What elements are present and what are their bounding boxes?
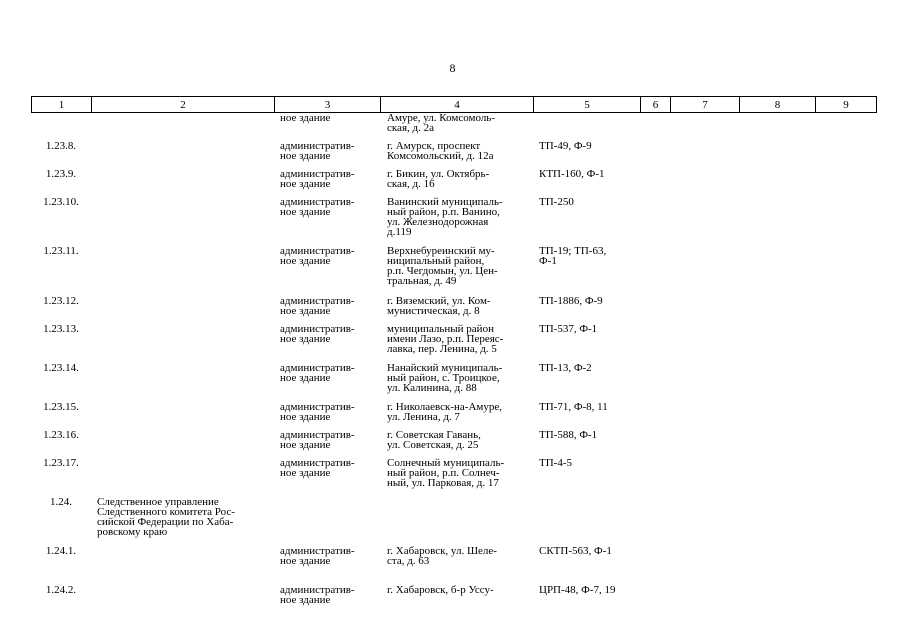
building-type: административ- ное здание — [280, 295, 355, 317]
row-number: 1.23.17. — [43, 457, 79, 469]
building-type: административ- ное здание — [280, 457, 355, 479]
header-col-5: 5 — [534, 97, 641, 113]
substation: ТП-537, Ф-1 — [539, 323, 598, 335]
header-col-1: 1 — [32, 97, 92, 113]
building-type: административ- ное здание — [280, 401, 355, 423]
row-number: 1.24.2. — [45, 584, 77, 596]
row-number: 1.23.12. — [43, 295, 79, 307]
building-type: административ- ное здание — [280, 429, 355, 451]
address: г. Николаевск-на-Амуре, ул. Ленина, д. 7 — [387, 401, 502, 423]
substation: СКТП-563, Ф-1 — [539, 545, 612, 557]
row-number: 1.23.15. — [43, 401, 79, 413]
substation: ТП-4-5 — [539, 457, 572, 469]
building-type: административ- ное здание — [280, 245, 355, 267]
row-number: 1.23.16. — [43, 429, 79, 441]
row-number: 1.23.9. — [45, 168, 77, 180]
header-col-8: 8 — [740, 97, 816, 113]
row-number: 1.24. — [50, 496, 72, 508]
address: Солнечный муниципаль- ный район, р.п. Солнеч- ный, ул. Парковая, д. 17 — [387, 457, 505, 489]
row-number: 1.23.13. — [43, 323, 79, 335]
substation: ЦРП-48, Ф-7, 19 — [539, 584, 616, 596]
substation: ТП-19; ТП-63, Ф-1 — [539, 245, 607, 267]
building-type: административ- ное здание — [280, 168, 355, 190]
address: муниципальный район имени Лазо, р.п. Переяс- лавка, пер. Ленина, д. 5 — [387, 323, 504, 355]
table-header — [31, 96, 877, 113]
header-col-3: 3 — [275, 97, 381, 113]
substation: КТП-160, Ф-1 — [539, 168, 605, 180]
substation: ТП-71, Ф-8, 11 — [539, 401, 608, 413]
address: г. Амурск, проспект Комсомольский, д. 12а — [387, 140, 494, 162]
building-type: административ- ное здание — [280, 545, 355, 567]
building-type: административ- ное здание — [280, 362, 355, 384]
address: г. Хабаровск, б-р Уссу- — [387, 584, 494, 596]
building-type: административ- ное здание — [280, 140, 355, 162]
organization-name: Следственное управление Следственного комитета Рос- сийской Федерации по Хаба- ровскому краю — [97, 496, 235, 538]
header-col-6: 6 — [641, 97, 671, 113]
address: г. Бикин, ул. Октябрь- ская, д. 16 — [387, 168, 490, 190]
row-number: 1.23.14. — [43, 362, 79, 374]
substation: ТП-13, Ф-2 — [539, 362, 592, 374]
substation: ТП-588, Ф-1 — [539, 429, 598, 441]
address: Ванинский муниципаль- ный район, р.п. Ванино, ул. Железнодорожная д.119 — [387, 196, 503, 238]
building-type: административ- ное здание — [280, 323, 355, 345]
substation: ТП-49, Ф-9 — [539, 140, 592, 152]
table-body — [31, 112, 876, 640]
row-number: 1.24.1. — [45, 545, 77, 557]
substation: ТП-1886, Ф-9 — [539, 295, 603, 307]
address: г. Хабаровск, ул. Шеле- ста, д. 63 — [387, 545, 497, 567]
building-type: ное здание — [280, 112, 331, 124]
address: г. Вяземский, ул. Ком- мунистическая, д. 8 — [387, 295, 491, 317]
address: г. Советская Гавань, ул. Советская, д. 25 — [387, 429, 481, 451]
header-col-2: 2 — [92, 97, 275, 113]
row-number: 1.23.11. — [43, 245, 79, 257]
header-col-4: 4 — [381, 97, 534, 113]
address: Верхнебуреинский му- ниципальный район, р.п. Чегдомын, ул. Цен- тральная, д. 49 — [387, 245, 498, 287]
row-number: 1.23.10. — [43, 196, 79, 208]
building-type: административ- ное здание — [280, 196, 355, 218]
substation: ТП-250 — [539, 196, 574, 208]
header-col-9: 9 — [816, 97, 877, 113]
building-type: административ- ное здание — [280, 584, 355, 606]
address: Амуре, ул. Комсомоль- ская, д. 2а — [387, 112, 495, 134]
header-col-7: 7 — [671, 97, 740, 113]
row-number: 1.23.8. — [45, 140, 77, 152]
page-number: 8 — [449, 61, 456, 75]
address: Нанайский муниципаль- ный район, с. Троицкое, ул. Калинина, д. 88 — [387, 362, 503, 394]
